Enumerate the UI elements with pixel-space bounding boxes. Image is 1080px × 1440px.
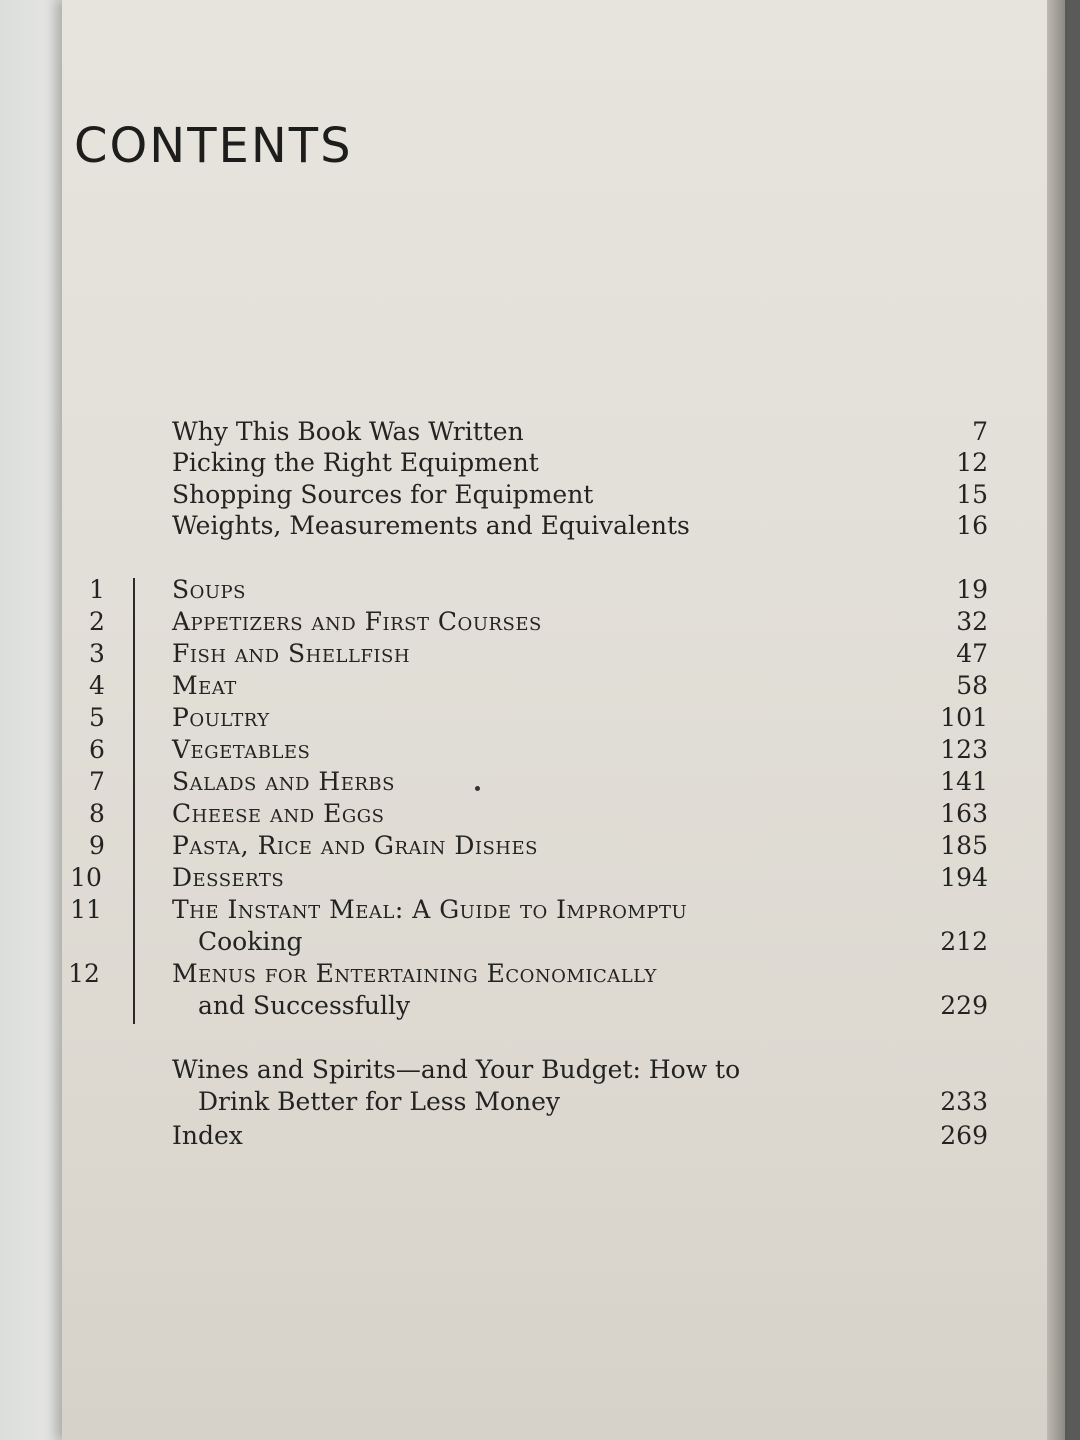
chapter-number: 4 [89, 671, 105, 700]
chapter-page: 185 [940, 831, 988, 860]
chapter-title: Vegetables [172, 735, 311, 764]
toc-entry [0, 1120, 1080, 1152]
toc-chapter-continued [0, 926, 1080, 958]
chapter-title: Salads and Herbs [172, 767, 395, 796]
chapter-title-continued: and Successfully [198, 991, 411, 1020]
chapter-number: 10 [70, 863, 102, 892]
toc-chapter [0, 766, 1080, 798]
chapter-number: 8 [89, 799, 105, 828]
toc-chapter [0, 830, 1080, 862]
toc-entry-page: 16 [956, 511, 988, 540]
toc-entry-title: Why This Book Was Written [172, 417, 524, 446]
toc-entry [0, 510, 1080, 542]
toc-entry [0, 1054, 1080, 1086]
chapter-title: Desserts [172, 863, 285, 892]
toc-entry-title: Wines and Spirits—and Your Budget: How to [172, 1055, 741, 1084]
toc-entry-page: 233 [940, 1087, 988, 1116]
toc-entry-title: Weights, Measurements and Equivalents [172, 511, 690, 540]
toc-entry-title-continued: Drink Better for Less Money [198, 1087, 561, 1116]
chapter-title: Fish and Shellfish [172, 639, 411, 668]
chapter-page: 47 [956, 639, 988, 668]
chapter-title: Soups [172, 575, 246, 604]
toc-entry-page: 269 [940, 1121, 988, 1150]
toc-entry-title: Picking the Right Equipment [172, 448, 539, 477]
toc-chapter [0, 670, 1080, 702]
chapter-page: 101 [940, 703, 988, 732]
toc-chapter [0, 894, 1080, 926]
chapter-number: 9 [89, 831, 105, 860]
chapter-title: Meat [172, 671, 237, 700]
toc-entry-page: 7 [972, 417, 988, 446]
chapter-page: 194 [940, 863, 988, 892]
toc-entry [0, 416, 1080, 448]
chapter-number: 5 [89, 703, 105, 732]
toc-chapter [0, 958, 1080, 990]
chapter-number: 1 [89, 575, 105, 604]
toc-chapter [0, 702, 1080, 734]
chapter-page: 229 [940, 991, 988, 1020]
toc-chapter [0, 574, 1080, 606]
chapter-number: 2 [89, 607, 105, 636]
chapter-number: 6 [89, 735, 105, 764]
toc-entry [0, 447, 1080, 479]
toc-chapter-continued [0, 990, 1080, 1022]
chapter-title: The Instant Meal: A Guide to Impromptu [172, 895, 688, 924]
chapter-title: Menus for Entertaining Economically [172, 959, 657, 988]
chapter-title: Appetizers and First Courses [172, 607, 542, 636]
chapter-page: 123 [940, 735, 988, 764]
toc-chapter [0, 862, 1080, 894]
toc-entry-continued [0, 1086, 1080, 1118]
chapter-title: Cheese and Eggs [172, 799, 385, 828]
ink-dot [475, 786, 480, 791]
toc-entry-title: Shopping Sources for Equipment [172, 480, 594, 509]
toc-chapter [0, 606, 1080, 638]
toc-chapter [0, 734, 1080, 766]
chapter-page: 212 [940, 927, 988, 956]
toc-chapter [0, 798, 1080, 830]
chapter-title-continued: Cooking [198, 927, 303, 956]
toc-chapter [0, 638, 1080, 670]
chapter-title: Poultry [172, 703, 270, 732]
chapter-number: 7 [89, 767, 105, 796]
toc-entry-page: 15 [956, 480, 988, 509]
chapter-page: 19 [956, 575, 988, 604]
chapter-page: 141 [940, 767, 988, 796]
toc-entry-page: 12 [956, 448, 988, 477]
toc-entry [0, 479, 1080, 511]
chapter-number: 3 [89, 639, 105, 668]
chapter-page: 58 [956, 671, 988, 700]
chapter-number: 11 [70, 895, 102, 924]
chapter-page: 163 [940, 799, 988, 828]
toc-entry-title: Index [172, 1121, 243, 1150]
page-title: CONTENTS [74, 118, 353, 174]
chapter-page: 32 [956, 607, 988, 636]
chapter-title: Pasta, Rice and Grain Dishes [172, 831, 538, 860]
chapter-number: 12 [68, 959, 100, 988]
